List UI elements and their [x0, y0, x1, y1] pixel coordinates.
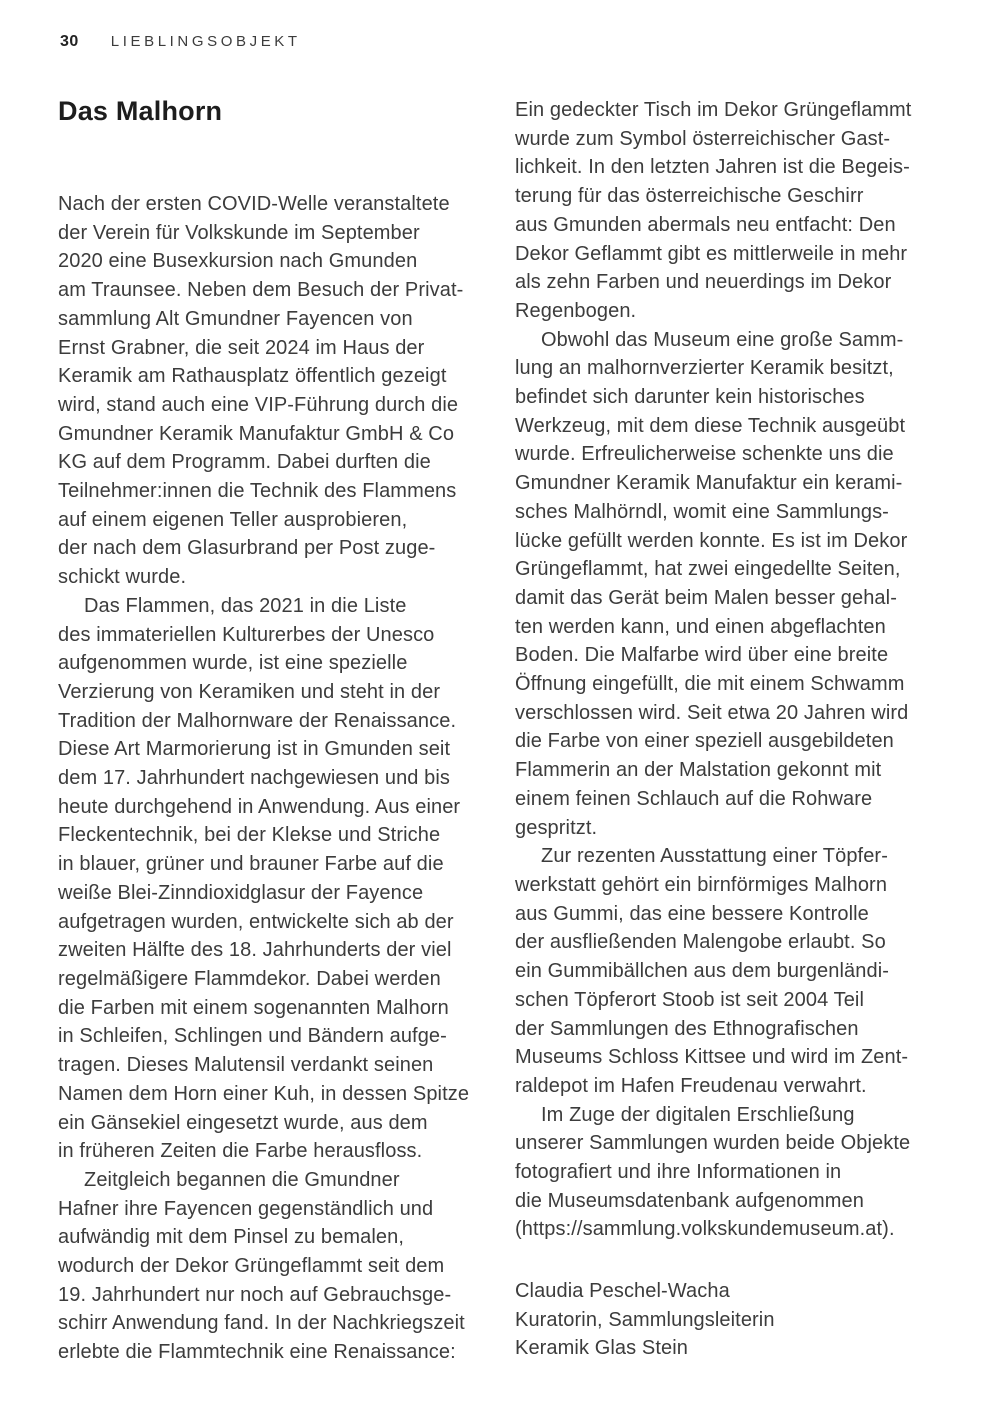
article-column-right	[515, 96, 967, 1244]
text-line: fotografiert und ihre Informationen in	[515, 1161, 842, 1184]
text-line: als zehn Farben und neuerdings im Dekor	[515, 271, 892, 294]
text-line: weiße Blei-Zinndioxidglasur der Fayence	[58, 881, 424, 904]
text-line: 2020 eine Busexkursion nach Gmunden	[58, 250, 418, 273]
text-line: Gmundner Keramik Manufaktur ein kerami-	[515, 472, 903, 495]
text-line: Keramik am Rathausplatz öffentlich gezeigt	[58, 365, 447, 388]
text-line: Kuratorin, Sammlungsleiterin	[515, 1308, 775, 1331]
text-line: dem 17. Jahrhundert nachgewiesen und bis	[58, 767, 451, 790]
text-line: damit das Gerät beim Malen besser gehal-	[515, 586, 897, 609]
text-line: Ernst Grabner, die seit 2024 im Haus der	[58, 336, 425, 359]
text-line: zweiten Hälfte des 18. Jahrhunderts der viel	[58, 939, 452, 962]
text-line: 19. Jahrhundert nur noch auf Gebrauchsge-	[58, 1283, 452, 1306]
text-line: raldepot im Hafen Freudenau verwahrt.	[515, 1074, 867, 1097]
text-line: schen Töpferort Stoob ist seit 2004 Teil	[515, 988, 865, 1011]
author-signature	[515, 1277, 775, 1363]
text-line: Museums Schloss Kittsee und wird im Zent-	[515, 1046, 909, 1069]
text-line: aufwändig mit dem Pinsel zu bemalen,	[58, 1226, 405, 1249]
text-line: Namen dem Horn einer Kuh, in dessen Spitze	[58, 1082, 470, 1105]
text-line: in Schleifen, Schlingen und Bändern aufge-	[58, 1025, 447, 1048]
text-line: der Verein für Volkskunde im September	[58, 221, 420, 244]
text-line: KG auf dem Programm. Dabei durften die	[58, 451, 431, 474]
text-line: terung für das österreichische Geschirr	[515, 185, 864, 208]
text-line: sammlung Alt Gmundner Fayencen von	[58, 307, 413, 330]
text-line: Nach der ersten COVID-Welle veranstaltete	[58, 193, 450, 215]
page-number: 30	[60, 33, 79, 50]
text-line: befindet sich darunter kein historisches	[515, 386, 865, 409]
text-line: der nach dem Glasurbrand per Post zuge-	[58, 537, 436, 560]
page-header	[60, 33, 301, 51]
text-line: Teilnehmer:innen die Technik des Flammens	[58, 480, 457, 503]
text-line: lücke gefüllt werden konnte. Es ist im Dekor	[515, 529, 908, 552]
text-line: Verzierung von Keramiken und steht in der	[58, 680, 441, 703]
text-line: des immateriellen Kulturerbes der Unesco	[58, 623, 435, 646]
text-line: werkstatt gehört ein birnförmiges Malhorn	[515, 873, 888, 896]
text-line: Dekor Geflammt gibt es mittlerweile in mehr	[515, 242, 908, 265]
text-line: aus Gmunden abermals neu entfacht: Den	[515, 213, 896, 236]
text-line: wodurch der Dekor Grüngeflammt seit dem	[58, 1255, 445, 1278]
text-line: Das Flammen, das 2021 in die Liste	[84, 594, 407, 617]
text-line: Regenbogen.	[515, 299, 637, 322]
article-title: Das Malhorn	[58, 96, 223, 126]
text-line: ein Gummibällchen aus dem burgenländi-	[515, 960, 890, 983]
text-line: wird, stand auch eine VIP-Führung durch die	[58, 393, 459, 416]
section-label: LIEBLINGSOBJEKT	[110, 33, 301, 50]
text-line: Keramik Glas Stein	[515, 1337, 688, 1360]
text-line: einem feinen Schlauch auf die Rohware	[515, 787, 873, 810]
text-line: lung an malhornverzierter Keramik besitzt,	[515, 357, 894, 380]
text-line: ten werden kann, und einen abgeflachten	[515, 615, 886, 638]
text-line: Claudia Peschel-Wacha	[515, 1280, 730, 1302]
text-line: schirr Anwendung fand. In der Nachkriegszeit	[58, 1312, 465, 1335]
text-line: wurde. Erfreulicherweise schenkte uns die	[515, 443, 894, 466]
text-line: Boden. Die Malfarbe wird über eine breite	[515, 644, 889, 667]
text-line: Im Zuge der digitalen Erschließung	[541, 1103, 855, 1126]
text-line: der Sammlungen des Ethnografischen	[515, 1017, 859, 1040]
text-line: Gmundner Keramik Manufaktur GmbH & Co	[58, 422, 455, 445]
text-line: die Farben mit einem sogenannten Malhorn	[58, 996, 449, 1019]
text-line: die Museumsdatenbank aufgenommen	[515, 1189, 864, 1212]
text-line: Flammerin an der Malstation gekonnt mit	[515, 759, 882, 782]
text-line: die Farbe von einer speziell ausgebildeten	[515, 730, 894, 753]
text-line: heute durchgehend in Anwendung. Aus einer	[58, 795, 461, 818]
text-line: Ein gedeckter Tisch im Dekor Grüngeflammt	[515, 99, 912, 121]
article-column-left	[58, 190, 510, 1367]
text-line: Diese Art Marmorierung ist in Gmunden seit	[58, 738, 451, 761]
text-line: gespritzt.	[515, 816, 598, 839]
text-line: sches Malhörndl, womit eine Sammlungs-	[515, 500, 889, 523]
text-line: regelmäßigere Flammdekor. Dabei werden	[58, 967, 441, 990]
text-line: Grüngeflammt, hat zwei eingedellte Seiten,	[515, 558, 901, 581]
text-line: Fleckentechnik, bei der Klekse und Striche	[58, 824, 441, 847]
text-line: in früheren Zeiten die Farbe herausfloss.	[58, 1140, 423, 1163]
text-line: aufgetragen wurden, entwickelte sich ab der	[58, 910, 454, 933]
text-line: Zur rezenten Ausstattung einer Töpfer-	[541, 845, 888, 868]
text-line: lichkeit. In den letzten Jahren ist die Begeis-	[515, 156, 910, 179]
text-line: aus Gummi, das eine bessere Kontrolle	[515, 902, 869, 925]
text-line: Tradition der Malhornware der Renaissance.	[58, 709, 457, 732]
text-line: unserer Sammlungen wurden beide Objekte	[515, 1132, 911, 1155]
text-line: Zeitgleich begannen die Gmundner	[84, 1168, 400, 1191]
text-line: ein Gänsekiel eingesetzt wurde, aus dem	[58, 1111, 428, 1134]
text-line: auf einem eigenen Teller ausprobieren,	[58, 508, 408, 531]
text-line: Öffnung eingefüllt, die mit einem Schwamm	[515, 673, 905, 696]
text-line: erlebte die Flammtechnik eine Renaissance:	[58, 1341, 456, 1364]
text-line: wurde zum Symbol österreichischer Gast-	[515, 127, 891, 150]
text-line: verschlossen wird. Seit etwa 20 Jahren wird	[515, 701, 909, 724]
text-line: aufgenommen wurde, ist eine spezielle	[58, 652, 408, 675]
text-line: Obwohl das Museum eine große Samm-	[541, 328, 904, 351]
text-line: (https://sammlung.volkskundemuseum.at).	[515, 1218, 895, 1241]
text-line: schickt wurde.	[58, 566, 187, 589]
text-line: in blauer, grüner und brauner Farbe auf die	[58, 853, 444, 876]
text-line: Hafner ihre Fayencen gegenständlich und	[58, 1197, 434, 1220]
text-line: Werkzeug, mit dem diese Technik ausgeübt	[515, 414, 906, 437]
text-line: am Traunsee. Neben dem Besuch der Privat-	[58, 279, 464, 302]
text-line: der ausfließenden Malengobe erlaubt. So	[515, 931, 886, 954]
text-line: tragen. Dieses Malutensil verdankt seinen	[58, 1054, 434, 1077]
